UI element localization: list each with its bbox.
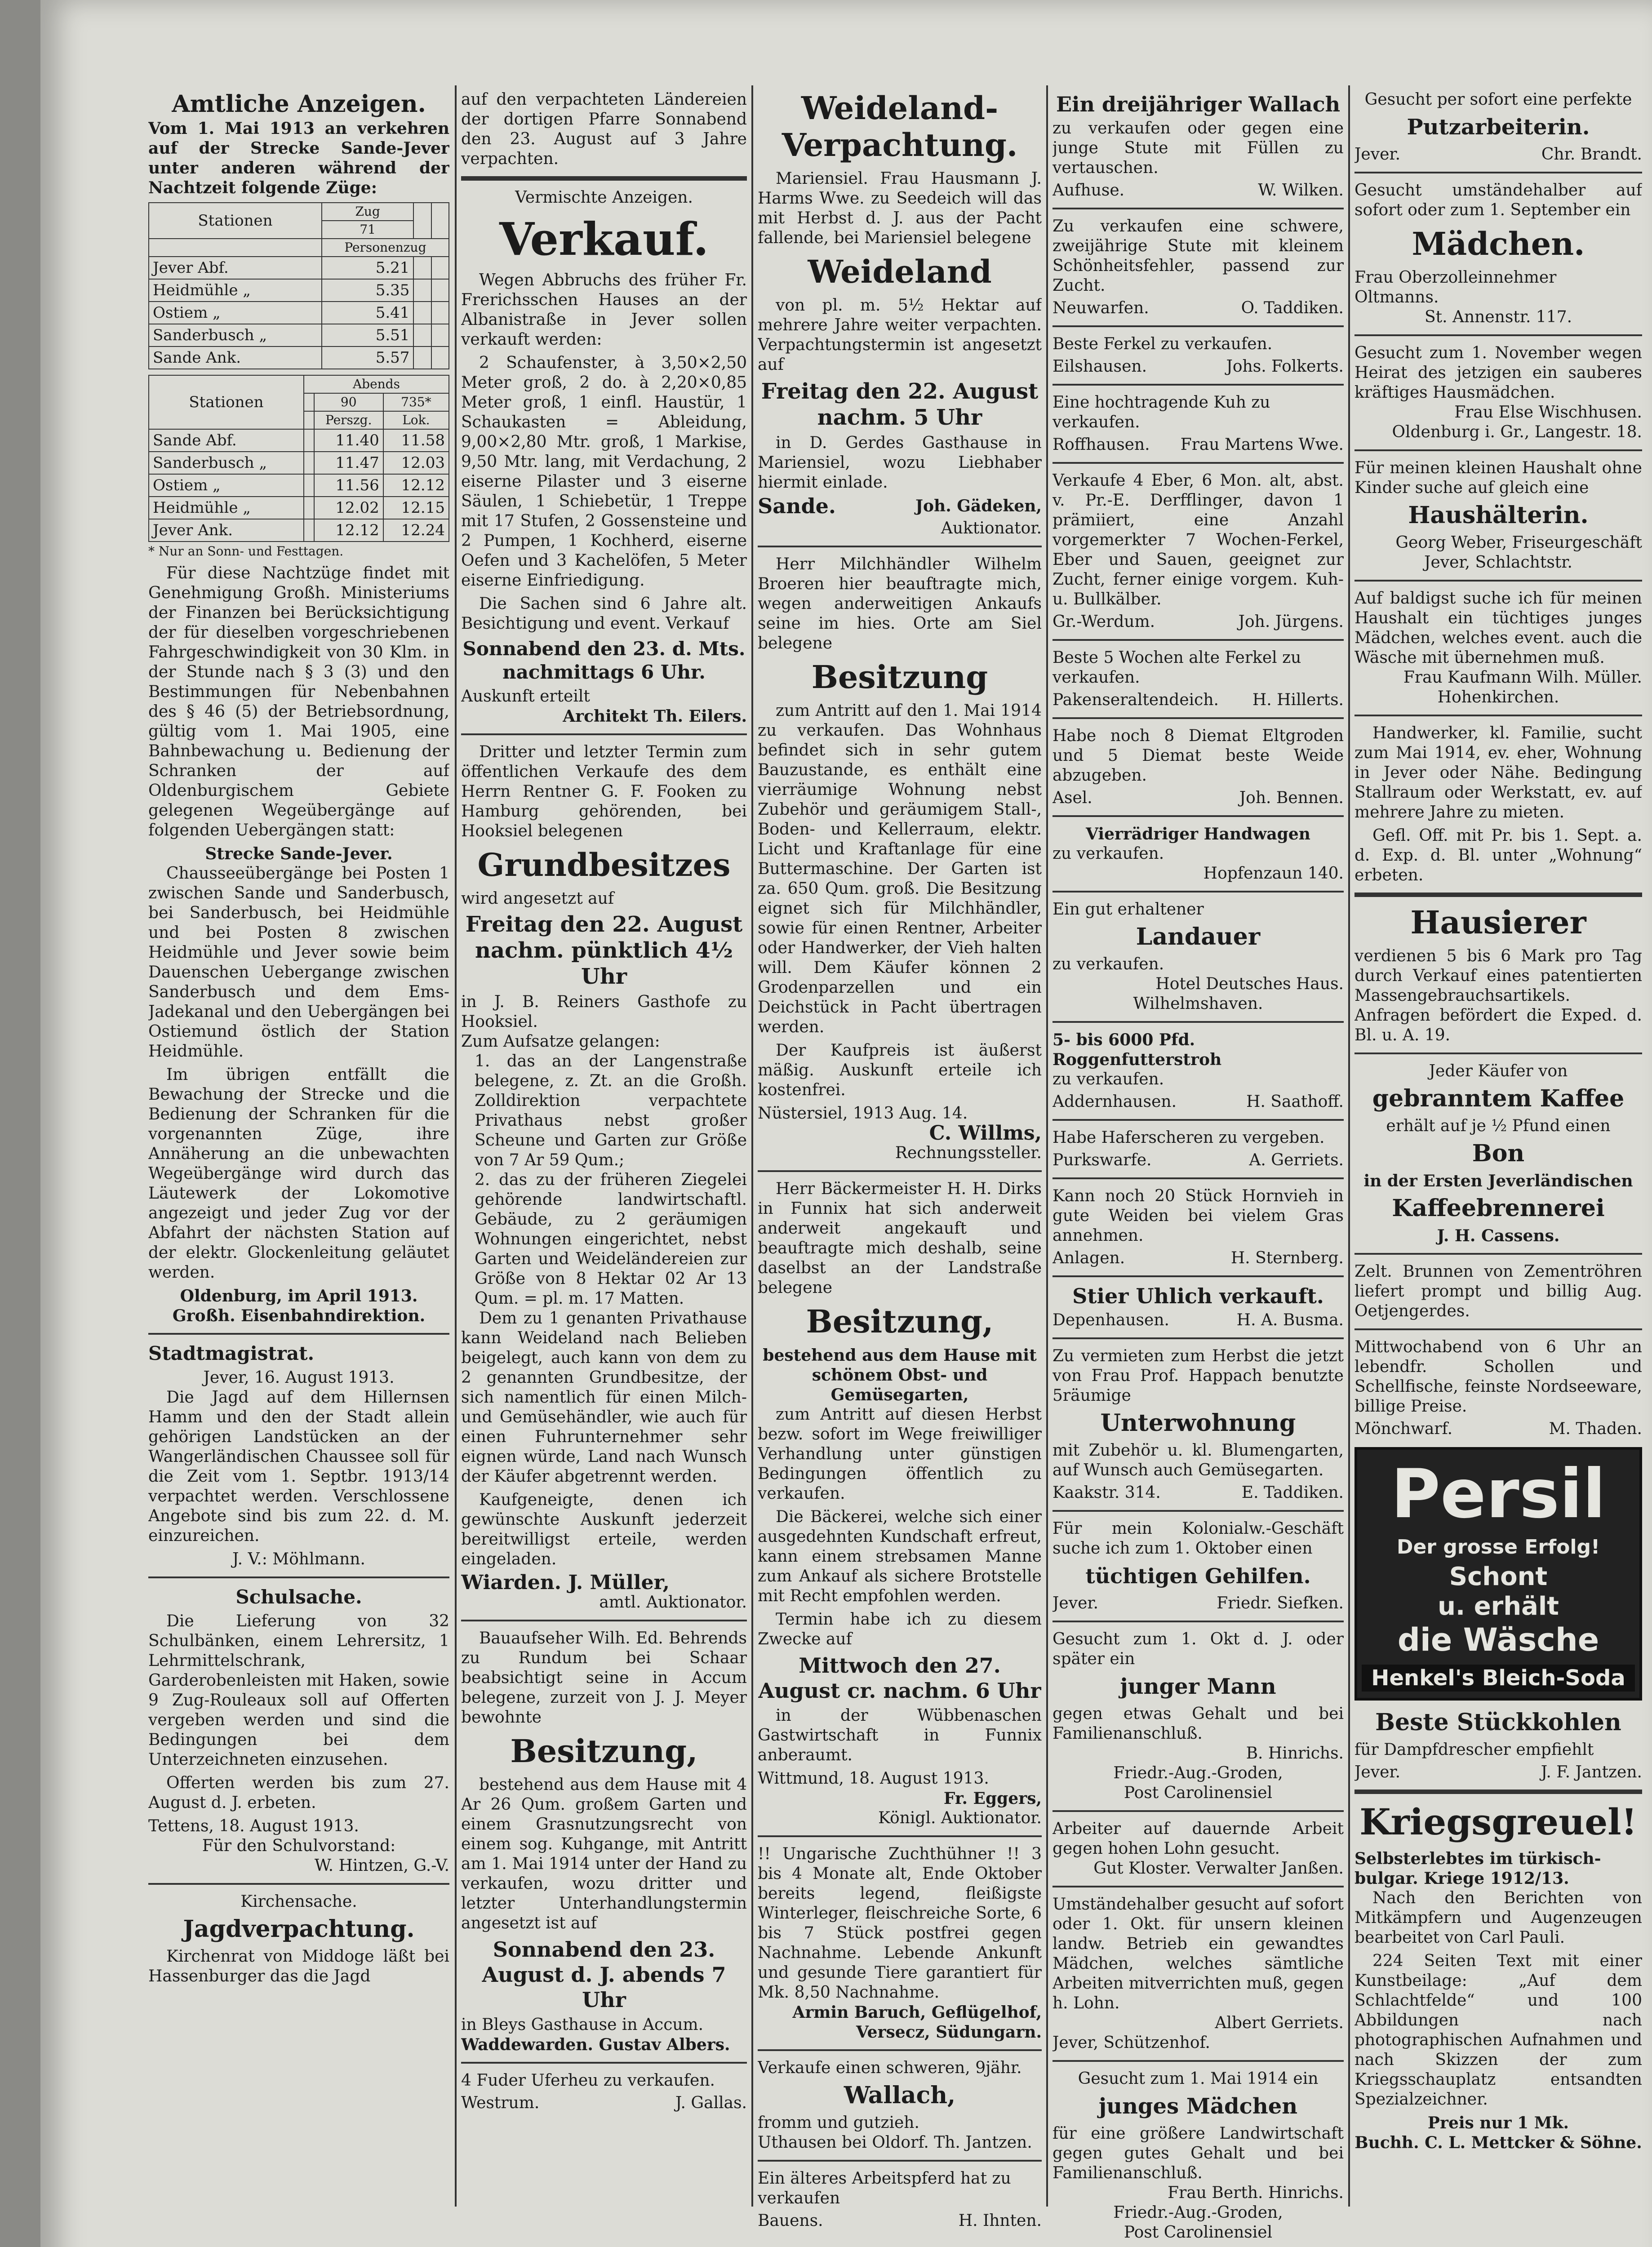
ad-text: Auf baldigst suche ich für meinen Haushalt ein tüchtiges junges Mädchen, welches event. auch die Wäsche mit übernehmen muß. xyxy=(1354,589,1642,667)
ad-signature: Westrum. xyxy=(461,2094,540,2112)
notice-text: Die Lieferung von 32 Schulbänken, einem Lehrersitz, 1 Lehrmittelschrank, Garderobenleisten mit Haken, sowie 9 Zug-Rouleaux soll auf Offerten vergeben werden und sind die Bedingungen bei dem Unterzeichneten einzusehen. xyxy=(148,1612,449,1769)
ad-headline: Jagdverpachtung. xyxy=(183,1915,415,1943)
ad-text: wird angesetzt auf xyxy=(461,889,614,908)
ad-signature: Mönchwarf. xyxy=(1354,1420,1453,1438)
ad-date: Sonnabend den 23. d. Mts. nachmittags 6 Uhr. xyxy=(462,638,746,683)
ad-headline: Wallach, xyxy=(844,2082,956,2109)
section-title-vermischte: Vermischte Anzeigen. xyxy=(515,188,693,207)
ad-date: Freitag den 22. August nachm. pünktlich 4½ Uhr xyxy=(465,912,743,989)
ad-text: Für meinen kleinen Haushalt ohne Kinder suche auf gleich eine xyxy=(1354,459,1642,497)
ad-headline: Grundbesitzes xyxy=(477,846,731,884)
ad-signature: H. A. Busma. xyxy=(1236,1311,1344,1329)
timetable-evening: Stationen Abends 90 735* Perszg. Lok. Sande Abf. 11.40 11.58 Sanderbusch „ 11.47 12.03 Ostiem „ 11.56 12.12 Heidmühle „ 12.02 12.15 Jever Ank. 12.12 12.24 xyxy=(148,375,449,542)
ad-text: Bauaufseher Wilh. Ed. Behrends zu Rundum bei Schaar beabsichtigt seine in Accum belegene, zurzeit von J. J. Meyer bewohnte xyxy=(461,1629,747,1727)
ad-text: Dem zu 1 genanten Privathause kann Weideland nach Belieben beigelegt, auch kann von dem zu 2 genannten Grundbesitze, der sich namentlich für einen Milch- und Gemüsehändler, wie auch für einen Fuhrunternehmer sehr eignen würde, Land nach Wunsch der Käufer abgetrennt werden. xyxy=(461,1309,747,1486)
ad-signature: J. Gallas. xyxy=(675,2094,747,2112)
table-header: Abends xyxy=(304,375,449,393)
ad-text: Umständehalber gesucht auf sofort oder 1. Okt. für unsern kleinen landw. Betrieb ein gewandtes Mädchen, welches sämtliche Arbeiten mitverrichten muß, gegen h. Lohn. xyxy=(1052,1895,1344,2012)
bahn-signature: Großh. Eisenbahndirektion. xyxy=(172,1306,426,1325)
ad-text: Habe noch 8 Diemat Eltgroden und 5 Diemat beste Weide abzugeben. xyxy=(1052,727,1344,785)
ad-signature: Anlagen. xyxy=(1052,1249,1125,1267)
ad-headline: Stier Uhlich verkauft. xyxy=(1072,1284,1324,1308)
ad-signature: Architekt Th. Eilers. xyxy=(563,707,747,726)
ad-headline: Haushälterin. xyxy=(1408,502,1589,529)
section-title-stadtmagistrat: Stadtmagistrat. xyxy=(148,1342,315,1364)
ad-text: Ein älteres Arbeitspferd hat zu verkaufen xyxy=(758,2169,1011,2207)
ad-text: in der Ersten Jeverländischen xyxy=(1363,1172,1633,1190)
notice-signature: Für den Schulvorstand: xyxy=(202,1837,396,1855)
ad-text: Gesucht zum 1. Mai 1914 ein xyxy=(1078,2069,1319,2088)
ad-text: zu verkaufen. xyxy=(1052,955,1164,973)
section-title-amtliche: Amtliche Anzeigen. xyxy=(172,90,426,118)
ad-signature: Hohenkirchen. xyxy=(1437,688,1559,706)
ad-text: Herr Bäckermeister H. H. Dirks in Funnix hat sich anderweit anderweit angekauft und beauftragte mich deshalb, seine daselbst an der Landstraße belegene xyxy=(758,1180,1042,1297)
ad-signature: A. Gerriets. xyxy=(1249,1151,1344,1169)
column-rule xyxy=(1046,85,1048,2207)
ad-date: Sonnabend den 23. August d. J. abends 7 Uhr xyxy=(482,1937,726,2012)
section-title-schulsache: Schulsache. xyxy=(235,1586,362,1608)
ad-text: Verkaufe 4 Eber, 6 Mon. alt, abst. v. Pr.-E. Derfflinger, davon 1 prämiiert, eine Anzahl vorgemerkter 7 Wochen-Ferkel, Eber und Sauen, geeignet zur Zucht, ferner einige vorgem. Kuh- u. Bullkälber. xyxy=(1052,471,1344,608)
ad-signature: Bauens. xyxy=(758,2211,823,2230)
ad-headline: Ein dreijähriger Wallach xyxy=(1056,92,1341,116)
ad-signature: C. Willms, xyxy=(929,1122,1042,1145)
ad-date: Freitag den 22. August nachm. 5 Uhr xyxy=(761,379,1039,430)
ad-signature: Wilhelmshaven. xyxy=(1133,995,1263,1013)
ad-headline: Verkauf. xyxy=(499,213,709,266)
ad-signature: M. Thaden. xyxy=(1549,1420,1642,1438)
column-5 xyxy=(1354,90,1642,2247)
column-rule xyxy=(455,85,457,2207)
bahn-paragraph: Chausseeübergänge bei Posten 1 zwischen Sande und Sanderbusch, bei Sanderbusch, bei Heidmühle und bei Posten 8 zwischen Heidmühle und Jever sowie beim Dauenschen Uebergange zwischen Sanderbusch und dem Ems-Jadekanal und den Uebergängen bei Ostiemund östlich der Station Heidmühle. xyxy=(148,864,449,1061)
ad-signature: Friedr.-Aug.-Groden, xyxy=(1113,2203,1283,2222)
ad-text: Dritter und letzter Termin zum öffentlichen Verkaufe des dem Herrn Rentner G. F. Fooken zu Hamburg gehörenden, bei Hooksiel belegenen xyxy=(461,743,747,840)
ad-signature: Frau Kaufmann Wilh. Müller. xyxy=(1403,668,1642,687)
ad-text: fromm und gutzieh. xyxy=(758,2114,919,2132)
ad-signature: Jever, Schützenhof. xyxy=(1052,2034,1210,2052)
ad-headline: Kriegsgreuel! xyxy=(1359,1801,1637,1843)
ad-text: erhält auf je ½ Pfund einen xyxy=(1386,1117,1611,1135)
ad-text: in Bleys Gasthause in Accum. xyxy=(461,2016,704,2034)
ad-text: Zu verkaufen eine schwere, zweijährige Stute mit kleinem Schönheitsfehler, passend zur Zucht. xyxy=(1052,217,1344,295)
table-row: Ostiem „ 5.41 xyxy=(149,302,449,324)
ad-text: Mariensiel. Frau Hausmann J. Harms Wwe. zu Seedeich will das mit Herbst d. J. aus der Pacht fallende, bei Mariensiel belegene xyxy=(758,169,1042,247)
persil-advertisement xyxy=(1354,1447,1642,1701)
ad-text: Herr Milchhändler Wilhelm Broeren hier beauftragte mich, wegen anderweitigen Ankaufs seine im hies. Orte am Siel belegene xyxy=(758,555,1042,653)
ad-signature: Königl. Auktionator. xyxy=(878,1809,1042,1827)
ad-headline: gebranntem Kaffee xyxy=(1372,1085,1625,1112)
ad-signature: W. Wilken. xyxy=(1258,181,1344,200)
ad-signature: J. H. Cassens. xyxy=(1437,1226,1560,1245)
ad-text: in D. Gerdes Gasthause in Mariensiel, wozu Liebhaber hiermit einlade. xyxy=(758,434,1042,492)
table-row: Ostiem „ 11.56 12.12 xyxy=(149,474,449,497)
column-rule xyxy=(751,85,753,2207)
ad-signature: Friedr. Siefken. xyxy=(1217,1594,1344,1612)
table-header: Zug xyxy=(322,203,414,221)
notice-text: Kirchenrat von Middoge läßt bei Hassenburger das die Jagd xyxy=(148,1947,449,1985)
ad-signature: Jever. xyxy=(1354,1763,1401,1781)
ad-signature: Pakenseraltendeich. xyxy=(1052,691,1219,709)
ad-text: 224 Seiten Text mit einer Kunstbeilage: „Auf dem Schlachtfelde“ und 100 Abbildungen nach photographischen Aufnahmen und nach Skizzen der zum Kriegsschauplatz entsandten Spezialzeichner. xyxy=(1354,1952,1642,2109)
table-row: Sande Ank. 5.57 xyxy=(149,346,449,369)
ad-text: Gesucht umständehalber auf sofort oder zum 1. September ein xyxy=(1354,181,1642,219)
notice-signature: J. V.: Möhlmann. xyxy=(232,1550,365,1568)
ad-headline: Landauer xyxy=(1136,923,1261,950)
ad-headline: Kaffeebrennerei xyxy=(1392,1195,1605,1222)
ad-text: zum Antritt auf diesen Herbst bezw. sofort im Wege freiwilliger Verhandlung unter günstigen Bedingungen öffentlich zu verkaufen. xyxy=(758,1405,1042,1503)
ad-signature: Eilshausen. xyxy=(1052,357,1147,376)
ad-text: zu verkaufen oder gegen eine junge Stute mit Füllen zu vertauschen. xyxy=(1052,119,1344,177)
ad-text: bestehend aus dem Hause mit 4 Ar 26 Qum. großem Garten und einem Grasnutzungsrecht von einem sog. Kuhgange, mit Antritt am 1. Mai 1914 unter der Hand zu verkaufen, wozu dritter und letzter Unterhandlungstermin angesetzt ist auf xyxy=(461,1776,747,1932)
table-row: Jever Abf. 5.21 xyxy=(149,257,449,279)
ad-text: Zelt. Brunnen von Zementröhren liefert prompt und billig Aug. Oetjengerdes. xyxy=(1354,1262,1642,1320)
ad-signature: Frau Martens Wwe. xyxy=(1180,435,1344,454)
ad-text: Verkaufe einen schweren, 9jähr. xyxy=(758,2059,1022,2077)
ad-signature: Friedr.-Aug.-Groden, xyxy=(1113,1764,1283,1782)
ad-signature: Sande. xyxy=(758,494,836,518)
ad-text: Gesucht per sofort eine perfekte xyxy=(1364,90,1632,109)
persil-slogan: u. erhält xyxy=(1438,1592,1559,1621)
ad-text: Die Bäckerei, welche sich einer ausgedehnten Kundschaft erfreut, kann einem strebsamen Manne zum Ankauf als sichere Brotstelle mit Recht empfohlen werden. xyxy=(758,1508,1042,1605)
table-row: Jever Ank. 12.12 12.24 xyxy=(149,519,449,542)
notice-date: Tettens, 18. August 1913. xyxy=(148,1817,359,1835)
ad-signature: Wiarden. J. Müller, xyxy=(461,1571,670,1594)
table-row: Heidmühle „ 5.35 xyxy=(149,279,449,302)
ad-signature: Auktionator. xyxy=(941,519,1042,537)
ad-signature: Jever, Schlachtstr. xyxy=(1424,553,1572,572)
bahn-paragraph: Für diese Nachtzüge findet mit Genehmigung Großh. Ministeriums der Finanzen bei Berücksichtigung der für dieselben vorgeschriebenen Fahrgeschwindigkeit von 30 Klm. in der Stunde nach § 3 (3) und den Bestimmungen für Nebenbahnen des § 46 (5) der Betriebsordnung, gültig vom 1. Mai 1905, eine Bahnbewachung u. Bedienung der Schranken der auf Oldenburgischem Gebiete gelegenen Wegeübergänge auf folgenden Uebergängen statt: xyxy=(148,564,449,839)
ad-text: Termin habe ich zu diesem Zwecke auf xyxy=(758,1610,1042,1648)
ad-headline: junger Mann xyxy=(1120,1674,1276,1699)
ad-text: !! Ungarische Zuchthühner !! 3 bis 4 Monate alt, Ende Oktober bereits legend, fleißigste Winterleger, fleischreiche Sorte, 6 bis 7 Stück postfrei gegen Nachnahme. Lebende Ankunft und gesunde Tiere garantiert für Mk. 8,50 Nachnahme. xyxy=(758,1845,1042,2002)
table-header: Stationen xyxy=(149,203,322,239)
column-1 xyxy=(148,90,449,2247)
ad-headline: 5- bis 6000 Pfd. Roggenfutterstroh xyxy=(1052,1030,1222,1069)
ad-text: Eine hochtragende Kuh zu verkaufen. xyxy=(1052,393,1270,431)
ad-text: Beste Ferkel zu verkaufen. xyxy=(1052,335,1273,353)
ad-text: 4 Fuder Uferheu zu verkaufen. xyxy=(461,2071,715,2090)
ad-headline: Besitzung, xyxy=(510,1732,698,1770)
notice-date: Jever, 16. August 1913. xyxy=(203,1368,395,1387)
ad-text: 2 Schaufenster, à 3,50×2,50 Meter groß, 2 do. à 2,20×0,85 Meter groß, 1 einfl. Haustür, 1 Schaukasten = Ableidung, 9,00×2,80 Mtr. groß, 1 Markise, 9,50 Mtr. lang, mit Verdachung, 2 eiserne Pilaster und 3 eiserne Säulen, 1 Schiebetür, 1 Treppe mit 17 Stufen, 2 Gossensteine und 2 Pumpen, 1 Kochherd, eiserne Oefen und 3 Kachelöfen, 5 Meter eiserne Einfriedigung. xyxy=(461,354,747,590)
ad-headline: Weideland- xyxy=(801,90,999,127)
ad-headline: Hausierer xyxy=(1410,904,1586,941)
table-row: Sanderbusch „ 11.47 12.03 xyxy=(149,452,449,474)
ad-signature: Hopfenzaun 140. xyxy=(1203,864,1344,883)
ad-signature: Rechnungssteller. xyxy=(895,1144,1042,1162)
ad-signature: Aufhuse. xyxy=(1052,181,1125,200)
ad-text: zu verkaufen. xyxy=(1052,844,1164,863)
table-footnote: * Nur an Sonn- und Festtagen. xyxy=(148,544,344,559)
table-header: Personenzug xyxy=(322,239,449,257)
ad-text: Auskunft erteilt xyxy=(461,687,590,706)
ad-headline: Bon xyxy=(1472,1140,1525,1167)
notice-signature: W. Hintzen, G.-V. xyxy=(314,1856,449,1875)
ad-text: für Dampfdrescher empfiehlt xyxy=(1354,1741,1594,1759)
ad-text: Kann noch 20 Stück Hornvieh in gute Weiden bei vielem Gras annehmen. xyxy=(1052,1187,1344,1245)
bahn-intro: Vom 1. Mai 1913 an verkehren auf der Strecke Sande-Jever unter anderen während der Nachtzeit folgende Züge: xyxy=(148,119,449,197)
persil-slogan: Schont xyxy=(1449,1562,1548,1591)
ad-text: Wegen Abbruchs des früher Fr. Frerichsschen Hauses an der Albanistraße in Jever sollen verkauft werden: xyxy=(461,271,747,349)
notice-text: Die Jagd auf dem Hillernsen Hamm und den der Stadt allein gehörigen Landstücken an der Wangerländischen Chaussee soll für die Zeit vom 1. Septbr. 1913/14 verpachtet werden. Verschlossene Angebote sind bis zum 22. d. M. einzureichen. xyxy=(148,1388,449,1545)
ad-signature: amtl. Auktionator. xyxy=(599,1593,747,1612)
table-row: Heidmühle „ 12.02 12.15 xyxy=(149,497,449,519)
ad-signature: Joh. Jürgens. xyxy=(1238,613,1344,631)
table-row: Sanderbusch „ 5.51 xyxy=(149,324,449,346)
ad-list-item: 2. das zu der früheren Ziegelei gehörende landwirtschaftl. Gebäude, zu 2 geräumigen Wohnungen eingerichtet, nebst Garten und Weideländereien zur Größe von 8 Hektar 02 Ar 13 Qum. = pl. m. 17 Matten. xyxy=(475,1171,747,1308)
ad-text: in der Wübbenaschen Gastwirtschaft in Funnix anberaumt. xyxy=(758,1706,1042,1764)
ad-signature: Albert Gerriets. xyxy=(1215,2014,1344,2032)
column-4 xyxy=(1052,90,1344,2247)
ad-text: zu verkaufen. xyxy=(1052,1070,1164,1088)
ad-signature: Buchh. C. L. Mettcker & Söhne. xyxy=(1354,2133,1642,2152)
ad-date: Mittwoch den 27. August cr. nachm. 6 Uhr xyxy=(758,1653,1041,1703)
ad-signature: Post Carolinensiel xyxy=(1124,2223,1273,2242)
ad-signature: Roffhausen. xyxy=(1052,435,1150,454)
ad-signature: Jever. xyxy=(1052,1594,1099,1612)
ad-signature: Joh. Bennen. xyxy=(1239,789,1344,807)
section-title-kirchensache: Kirchensache. xyxy=(240,1892,357,1911)
ad-headline: Weideland xyxy=(808,253,992,290)
persil-slogan: die Wäsche xyxy=(1397,1621,1599,1658)
ad-text: Arbeiter auf dauernde Arbeit gegen hohen Lohn gesucht. xyxy=(1052,1820,1344,1858)
ad-signature: Chr. Brandt. xyxy=(1541,145,1642,164)
ad-text: Frau Oberzolleinnehmer Oltmanns. xyxy=(1354,268,1557,306)
ad-date: Wittmund, 18. August 1913. xyxy=(758,1769,989,1788)
ad-headline: Vierrädriger Handwagen xyxy=(1086,825,1310,844)
ad-text: Nach den Berichten von Mitkämpfern und Augenzeugen bearbeitet von Carl Pauli. xyxy=(1354,1889,1642,1947)
ad-signature: Uthausen bei Oldorf. Th. Jantzen. xyxy=(758,2133,1032,2152)
ad-headline: Mädchen. xyxy=(1412,225,1585,262)
ad-signature: E. Taddiken. xyxy=(1241,1483,1344,1502)
ad-signature: Frau Else Wischhusen. xyxy=(1454,403,1642,422)
ad-price: Preis nur 1 Mk. xyxy=(1427,2114,1569,2132)
notice-text: auf den verpachteten Ländereien der dortigen Pfarre Sonnabend den 23. August auf 3 Jahre verpachten. xyxy=(461,90,747,168)
notice-text: Offerten werden bis zum 27. August d. J. erbeten. xyxy=(148,1774,449,1812)
ad-text: zum Antritt auf den 1. Mai 1914 zu verkaufen. Das Wohnhaus befindet sich in sehr gutem Bauzustande, es enthält eine vierräumige Wohnung nebst Zubehör und geräumigem Stall-, Boden- und Kellerraum, elektr. Licht und Kraftanlage für eine Buttermaschine. Der Garten ist za. 650 Qum. groß. Die Besitzung eignet sich für Milchhändler, sowie für einen Rentner, Arbeiter oder Handwerker, der Vieh halten will. Dem Käufer können 2 Grodenparzellen und ein Deichstück in Pacht übertragen werden. xyxy=(758,702,1042,1036)
ad-signature: H. Sternberg. xyxy=(1230,1249,1344,1267)
ad-signature: Fr. Eggers, xyxy=(943,1789,1042,1808)
ad-text: Mittwochabend von 6 Uhr an lebendfr. Schollen und Schellfische, feinste Nordseeware, billige Preise. xyxy=(1354,1338,1642,1416)
bahn-subheading: Strecke Sande-Jever. xyxy=(205,844,393,863)
column-2 xyxy=(461,90,747,2247)
ad-headline: Beste Stückkohlen xyxy=(1375,1709,1621,1736)
persil-tagline: Der grosse Erfolg! xyxy=(1396,1536,1600,1559)
column-3 xyxy=(758,90,1042,2247)
ad-signature: Kaakstr. 314. xyxy=(1052,1483,1161,1502)
ad-signature: Depenhausen. xyxy=(1052,1311,1169,1329)
ad-signature: Hotel Deutsches Haus. xyxy=(1155,975,1344,993)
ad-signature: J. F. Jantzen. xyxy=(1541,1763,1642,1781)
bahn-signature: Oldenburg, im April 1913. xyxy=(180,1287,418,1306)
ad-subheadline: Selbsterlebtes im türkisch-bulgar. Kriege 1912/13. xyxy=(1354,1849,1601,1888)
ad-signature: Waddewarden. Gustav Albers. xyxy=(461,2035,730,2054)
ad-signature: Post Carolinensiel xyxy=(1124,1784,1273,1802)
ad-text: in J. B. Reiners Gasthofe zu Hooksiel. xyxy=(461,993,747,1031)
ad-signature: Neuwarfen. xyxy=(1052,299,1149,317)
ad-signature: Joh. Gädeken, xyxy=(915,497,1042,515)
ad-date: Nüstersiel, 1913 Aug. 14. xyxy=(758,1104,968,1123)
ad-signature: Addernhausen. xyxy=(1052,1092,1177,1111)
ad-text: Zum Aufsatze gelangen: xyxy=(461,1032,660,1051)
ad-signature: Gr.-Werdum. xyxy=(1052,613,1155,631)
ad-headline: Verpachtung. xyxy=(782,126,1018,164)
ad-text: Ein gut erhaltener xyxy=(1052,900,1204,919)
newspaper-page xyxy=(40,0,1652,2247)
ad-signature: O. Taddiken. xyxy=(1241,299,1344,317)
ad-signature: Armin Baruch, Geflügelhof, Versecz, Südungarn. xyxy=(792,2003,1042,2042)
ad-signature: Johs. Folkerts. xyxy=(1226,357,1344,376)
ad-text: Gesucht zum 1. November wegen Heirat des jetzigen ein sauberes kräftiges Hausmädchen. xyxy=(1354,344,1642,402)
ad-headline: tüchtigen Gehilfen. xyxy=(1085,1564,1311,1588)
ad-text: Kaufgeneigte, denen ich gewünschte Auskunft jederzeit bereitwilligst erteile, werden eingeladen. xyxy=(461,1491,747,1568)
timetable-morning xyxy=(148,202,449,369)
ad-signature: Purkswarfe. xyxy=(1052,1151,1152,1169)
ad-signature: H. Saathoff. xyxy=(1246,1092,1344,1111)
ad-text: von pl. m. 5½ Hektar auf mehrere Jahre weiter verpachten. Verpachtungstermin ist angesetzt auf xyxy=(758,296,1042,374)
ad-text: verdienen 5 bis 6 Mark pro Tag durch Verkauf eines patentierten Massengebrauchsartikels. Anfragen befördert die Exped. d. Bl. u. A. 19. xyxy=(1354,947,1642,1044)
ad-signature: Gut Kloster. Verwalter Janßen. xyxy=(1093,1859,1344,1878)
ad-signature: St. Annenstr. 117. xyxy=(1424,308,1572,326)
ad-text: für eine größere Landwirtschaft gegen gutes Gehalt und bei Familienanschluß. xyxy=(1052,2124,1344,2182)
ad-signature: H. Hillerts. xyxy=(1252,691,1344,709)
ad-headline: Besitzung xyxy=(811,658,988,696)
ad-text: Zu vermieten zum Herbst die jetzt von Frau Prof. Happach benutzte 5räumige xyxy=(1052,1347,1344,1405)
ad-signature: Frau Berth. Hinrichs. xyxy=(1168,2184,1344,2202)
ad-signature: Georg Weber, Friseurgeschäft xyxy=(1395,533,1642,552)
ad-signature: Jever. xyxy=(1354,145,1401,164)
ad-signature: B. Hinrichs. xyxy=(1246,1744,1344,1763)
persil-footer: Henkel's Bleich-Soda xyxy=(1362,1665,1635,1692)
persil-brand-logo: Persil xyxy=(1391,1455,1606,1533)
table-header: 71 xyxy=(322,221,414,239)
ad-text: Die Sachen sind 6 Jahre alt. Besichtigung und event. Verkauf xyxy=(461,595,747,633)
ad-signature: Oldenburg i. Gr., Langestr. 18. xyxy=(1392,423,1642,441)
ad-text: Der Kaufpreis ist äußerst mäßig. Auskunft erteile ich kostenfrei. xyxy=(758,1041,1042,1099)
column-rule xyxy=(1348,85,1350,2207)
bahn-paragraph: Im übrigen entfällt die Bewachung der Strecke und die Bedienung der Schranken für die vorgenannten Züge, ihre Annäherung an die unbewachten Wegeübergänge wird durch das Läutewerk der Lokomotive angezeigt und jeder Zug vor der Abfahrt der nächsten Station auf der elektr. Glockenleitung geläutet werden. xyxy=(148,1066,449,1282)
ad-text: Gefl. Off. mit Pr. bis 1. Sept. a. d. Exp. d. Bl. unter „Wohnung“ erbeten. xyxy=(1354,826,1642,884)
ad-subheadline: bestehend aus dem Hause mit schönem Obst- und Gemüsegarten, xyxy=(763,1346,1037,1404)
ad-text: Für mein Kolonialw.-Geschäft suche ich zum 1. Oktober einen xyxy=(1052,1519,1344,1558)
ad-headline: Putzarbeiterin. xyxy=(1407,115,1590,140)
ad-list-item: 1. das an der Langenstraße belegene, z. Zt. an die Großh. Zolldirektion verpachtete Privathaus nebst großer Scheune und Garten zur Größe von 7 Ar 59 Qum.; xyxy=(475,1052,747,1169)
ad-headline: Unterwohnung xyxy=(1100,1409,1296,1437)
ad-headline: Besitzung, xyxy=(806,1303,994,1340)
table-header: Stationen xyxy=(149,375,304,429)
ad-text: mit Zubehör u. kl. Blumengarten, auf Wunsch auch Gemüsegarten. xyxy=(1052,1441,1344,1479)
ad-headline: junges Mädchen xyxy=(1098,2094,1298,2119)
ad-signature: Asel. xyxy=(1052,789,1092,807)
ad-text: Habe Haferscheren zu vergeben. xyxy=(1052,1128,1325,1147)
ad-signature: H. Ihnten. xyxy=(958,2211,1042,2230)
ad-text: Gesucht zum 1. Okt d. J. oder später ein xyxy=(1052,1630,1344,1668)
ad-text: Jeder Käufer von xyxy=(1429,1062,1568,1080)
ad-text: Beste 5 Wochen alte Ferkel zu verkaufen. xyxy=(1052,648,1301,687)
table-row: Sande Abf. 11.40 11.58 xyxy=(149,429,449,452)
ad-text: Handwerker, kl. Familie, sucht zum Mai 1914, ev. eher, Wohnung in Jever oder Nähe. Bedingung Stallraum oder Werkstatt, ev. auf mehrere Jahre zu mieten. xyxy=(1354,724,1642,822)
ad-text: gegen etwas Gehalt und bei Familienanschluß. xyxy=(1052,1705,1344,1743)
